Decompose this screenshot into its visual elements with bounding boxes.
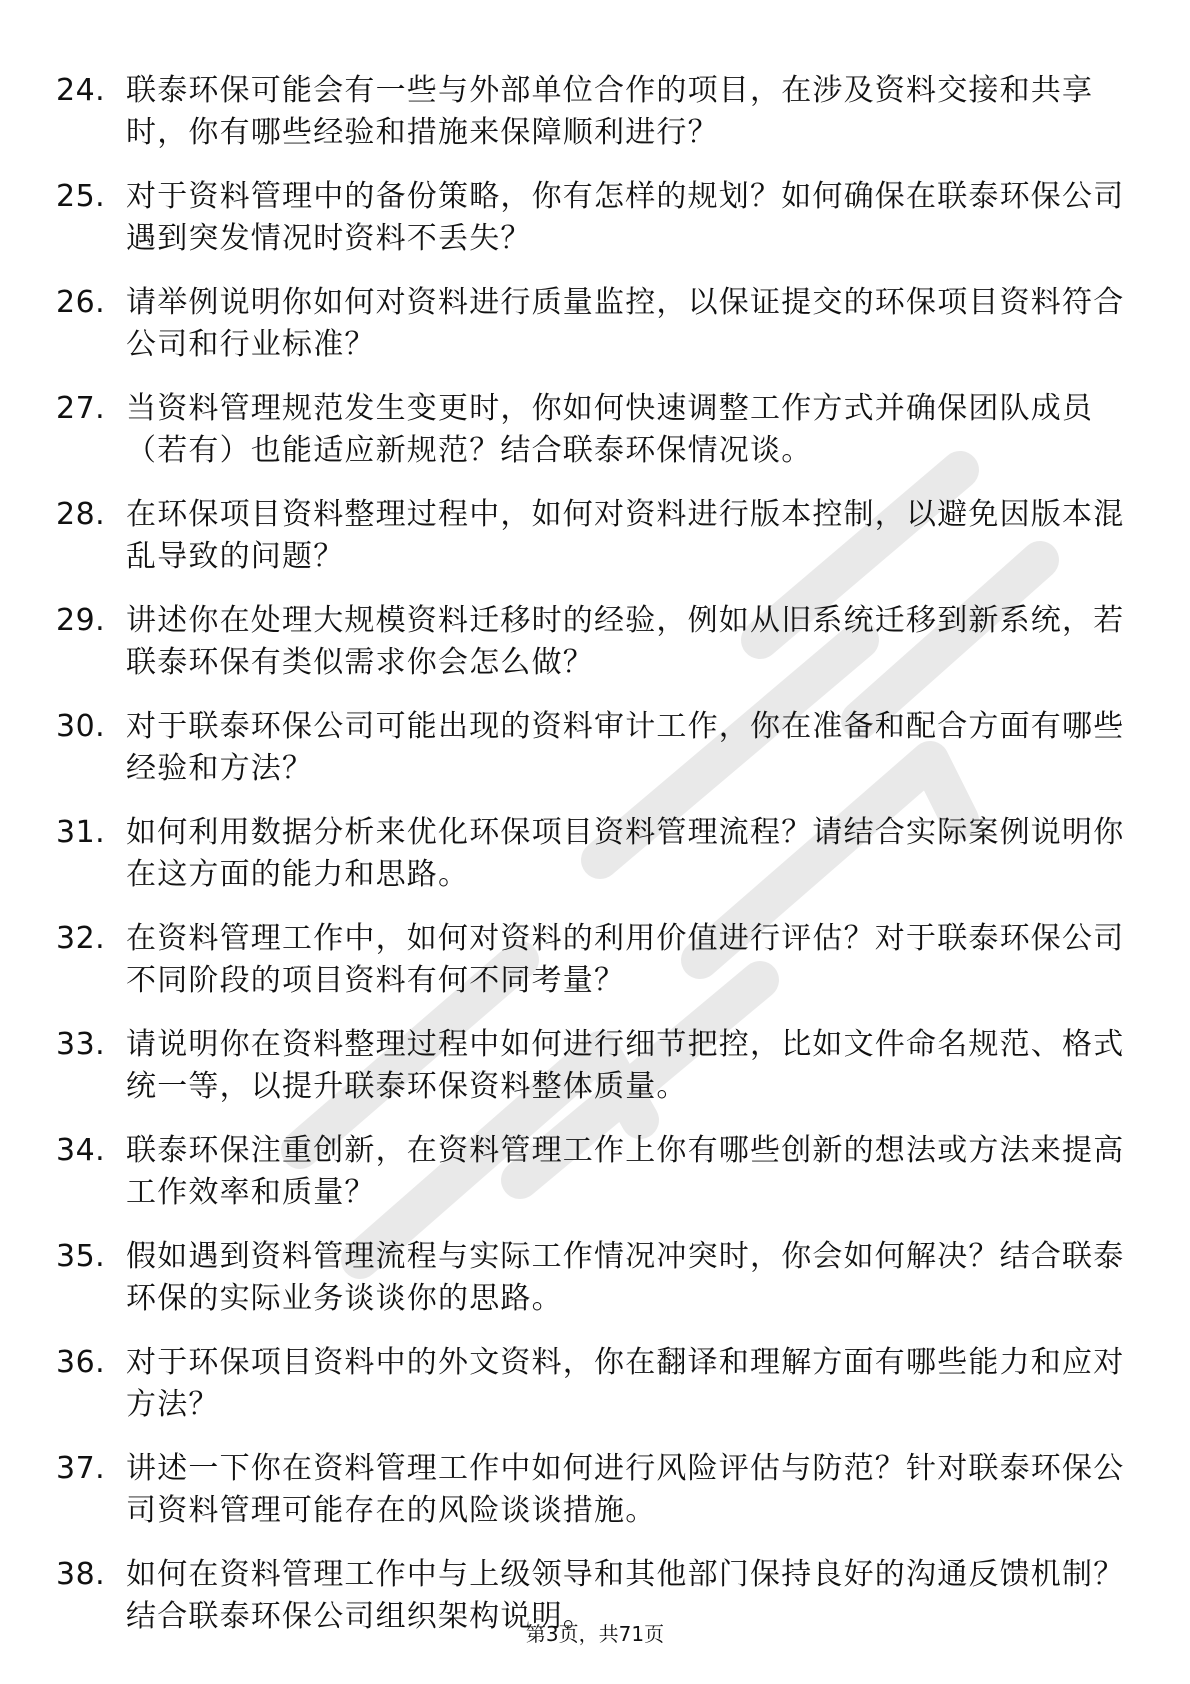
- question-number: 33.: [56, 1027, 106, 1062]
- list-item: [56, 494, 1136, 578]
- question-number: 28.: [56, 497, 106, 532]
- question-number: 29.: [56, 603, 106, 638]
- list-item: [56, 1236, 1136, 1320]
- question-number: 25.: [56, 179, 106, 214]
- question-number: 34.: [56, 1133, 106, 1168]
- question-number: 37.: [56, 1451, 106, 1486]
- question-number: 36.: [56, 1345, 106, 1380]
- list-item: [56, 388, 1136, 472]
- question-text: 请说明你在资料整理过程中如何进行细节把控，比如文件命名规范、格式统一等，以提升联泰环保资料整体质量。: [126, 1027, 1125, 1104]
- list-item: [56, 1448, 1136, 1532]
- question-text: 当资料管理规范发生变更时，你如何快速调整工作方式并确保团队成员（若有）也能适应新规范？结合联泰环保情况谈。: [126, 391, 1094, 468]
- question-number: 31.: [56, 815, 106, 850]
- question-text: 如何利用数据分析来优化环保项目资料管理流程？请结合实际案例说明你在这方面的能力和思路。: [126, 815, 1125, 892]
- question-text: 请举例说明你如何对资料进行质量监控，以保证提交的环保项目资料符合公司和行业标准？: [126, 285, 1125, 362]
- list-item: [56, 70, 1136, 154]
- question-text: 在环保项目资料整理过程中，如何对资料进行版本控制，以避免因版本混乱导致的问题？: [126, 497, 1125, 574]
- list-item: [56, 176, 1136, 260]
- list-item: [56, 1342, 1136, 1426]
- question-list: [56, 70, 1136, 1660]
- list-item: [56, 282, 1136, 366]
- question-text: 讲述一下你在资料管理工作中如何进行风险评估与防范？针对联泰环保公司资料管理可能存在的风险谈谈措施。: [126, 1451, 1125, 1528]
- list-item: [56, 918, 1136, 1002]
- question-text: 对于环保项目资料中的外文资料，你在翻译和理解方面有哪些能力和应对方法？: [126, 1345, 1125, 1422]
- question-text: 讲述你在处理大规模资料迁移时的经验，例如从旧系统迁移到新系统，若联泰环保有类似需求你会怎么做？: [126, 603, 1125, 680]
- question-number: 35.: [56, 1239, 106, 1274]
- list-item: [56, 600, 1136, 684]
- question-number: 38.: [56, 1557, 106, 1592]
- question-text: 在资料管理工作中，如何对资料的利用价值进行评估？对于联泰环保公司不同阶段的项目资料有何不同考量？: [126, 921, 1125, 998]
- question-number: 30.: [56, 709, 106, 744]
- question-number: 27.: [56, 391, 106, 426]
- question-number: 24.: [56, 73, 106, 108]
- list-item: [56, 812, 1136, 896]
- question-text: 假如遇到资料管理流程与实际工作情况冲突时，你会如何解决？结合联泰环保的实际业务谈谈你的思路。: [126, 1239, 1125, 1316]
- question-text: 对于联泰环保公司可能出现的资料审计工作，你在准备和配合方面有哪些经验和方法？: [126, 709, 1125, 786]
- question-text: 对于资料管理中的备份策略，你有怎样的规划？如何确保在联泰环保公司遇到突发情况时资料不丢失？: [126, 179, 1125, 256]
- question-text: 联泰环保注重创新，在资料管理工作上你有哪些创新的想法或方法来提高工作效率和质量？: [126, 1133, 1125, 1210]
- question-number: 32.: [56, 921, 106, 956]
- page-footer: [0, 1620, 1190, 1648]
- question-text: 联泰环保可能会有一些与外部单位合作的项目，在涉及资料交接和共享时，你有哪些经验和措施来保障顺利进行？: [126, 73, 1094, 150]
- list-item: [56, 1024, 1136, 1108]
- question-number: 26.: [56, 285, 106, 320]
- page-number-label: 第3页，共71页: [525, 1622, 665, 1646]
- question-text: 如何在资料管理工作中与上级领导和其他部门保持良好的沟通反馈机制？结合联泰环保公司组织架构说明。: [126, 1557, 1125, 1634]
- list-item: [56, 706, 1136, 790]
- list-item: [56, 1130, 1136, 1214]
